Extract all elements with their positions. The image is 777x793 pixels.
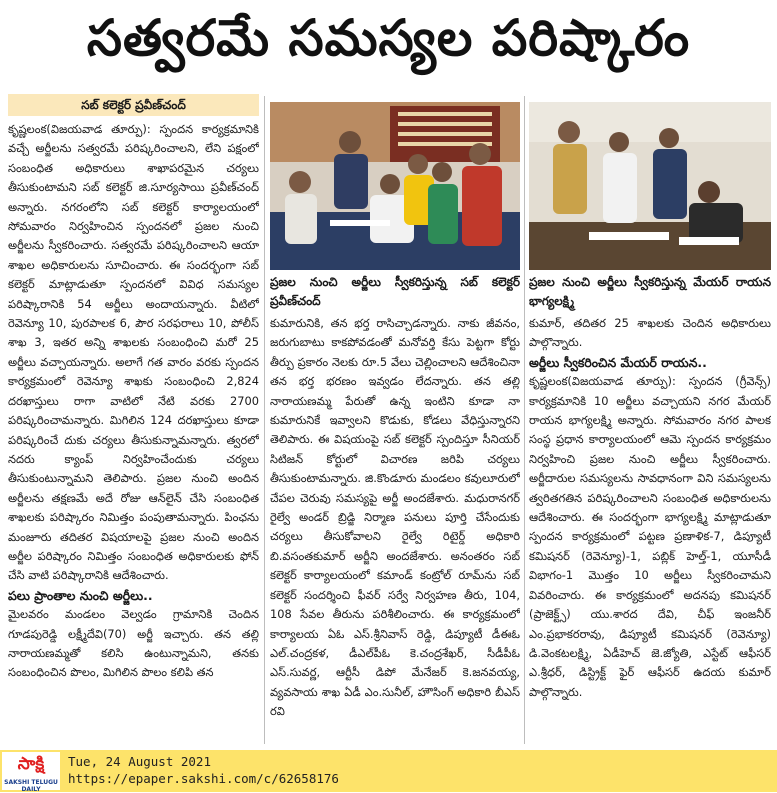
byline: సబ్ కలెక్టర్ ప్రవీణ్‌చంద్ <box>8 94 259 116</box>
subhead-petitions: పలు ప్రాంతాల నుంచి అర్జీలు.. <box>8 587 153 603</box>
footer-bar <box>0 750 777 792</box>
epaper-link[interactable]: https://epaper.sakshi.com/c/62658176 <box>68 771 339 786</box>
article-paragraph-1: కృష్ణలంక(విజయవాడ తూర్పు): స్పందన కార్యక్రమానికి వచ్చే అర్జీలను సత్వరమే పరిష్కరించాలని, లేని పక్షంలో సంబంధిత అధికారులు శాఖాపరమైన చర్యలు తీసుకుంటామని సబ్ కలెక్టర్ జి.సూర్యసాయి ప్రవీణ్‌చంద్ అన్నారు. నగరంలోని సబ్ కలెక్టర్ కార్యాలయంలో సోమవారం నిర్వహించిన స్పందనలో ప్రజల నుంచి అర్జీలను స్వీకరించారు. సత్వరమే పరిష్కరించాలని ఆయా శాఖల అధికారులను సూచించారు. ఈ సందర్భంగా సబ్ కలెక్టర్ మాట్లాడుతూ స్పందనలో వివిధ సమస్యల పరిష్కారానికి 54 అర్జీలు అందాయన్నారు. వీటిలో రెవెన్యూ 10, పురపాలక 6, పౌర సరఫరాలు 10, పోలీస్ శాఖ 3, ఇతర అన్ని శాఖలకు సంబంధించి మరో 25 అర్జీలు వచ్చాయన్నారు. అలాగే గత వారం వరకు స్పందన కార్యక్రమంలో రెవెన్యూ శాఖకు సంబంధించి 2,824 దరఖాస్తులు రాగా వాటిలో నేటి వరకు 2700 పరిష్కరించామన్నారు. మిగిలిన 124 దరఖాస్తులు కూడా పరిష్కరించే దుకు చర్యలు తీసుకున్నామన్నారు. త్వరలో నదరు క్యాంప్ నిర్వహించేందుకు చర్యలు తీసుకుంటున్నామని తెలిపారు. ప్రజల నుంచి అందిన అర్జీలను తక్షణమే అదే రోజు ఆన్‌లైన్ చేసి సంబంధిత శాఖలకు పరిష్కారం నిమిత్తం పంపుతామన్నారు. పింఛను మంజూరు తదితర విషయాలపై ప్రజల నుంచి అందిన అర్జీల పరిష్కారం నిమిత్తం సంబంధిత అధికారులకు ఫోన్ చేసి వాటి పరిష్కారానికి ఆదేశించారు. <box>8 122 259 583</box>
column-2 <box>270 102 520 745</box>
subhead-mayor: అర్జీలు స్వీకరించిన మేయర్ రాయన.. <box>529 354 707 370</box>
logo-text: సాక్షి <box>17 754 45 774</box>
photo-sub-collector-image <box>270 102 520 270</box>
column-1 <box>8 94 259 744</box>
photo-mayor <box>529 102 771 270</box>
photo-sub-collector <box>270 102 520 270</box>
sakshi-logo <box>2 752 60 793</box>
article-paragraph-4: కుమార్, తదితర 25 శాఖలకు చెందిన అధికారులు పాల్గొన్నారు. <box>529 316 771 350</box>
headline: సత్వరమే సమస్యల పరిష్కారం <box>86 8 691 67</box>
article-paragraph-5: కృష్ణలంక(విజయవాడ తూర్పు): స్పందన (గ్రీవెన్స్) కార్యక్రమానికి 10 అర్జీలు వచ్చాయని నగర మేయర్ రాయన భాగ్యలక్ష్మి అన్నారు. సోమవారం నగర పాలక సంస్థ ప్రధాన కార్యాలయంలో ఆమె స్పందన కార్యక్రమం నిర్వహించి ప్రజల నుంచి అర్జీలు స్వీకరించారు. అర్జీదారుల సమస్యలను సావధానంగా విని సమస్యలను త్వరితగతిన పరిష్కరించాలని సంబంధిత అధికారులను ఆదేశించారు. ఈ సందర్భంగా భాగ్యలక్ష్మి మాట్లాడుతూ స్పందన కార్యక్రమంలో పట్టణ ప్రణాళిక-7, డిప్యూటీ కమిషనర్ (రెవెన్యూ)-1, పబ్లిక్ హెల్త్-1, యూసీడీ విభాగం-1 మొత్తం 10 అర్జీలు స్వీకరించామని వివరించారు. ఈ కార్యక్రమంలో అదనపు కమిషనర్ (ప్రాజెక్ట్స్) యు.శారద దేవి, చీఫ్ ఇంజనీర్ ఎం.ప్రభాకరరావు, డిప్యూటీ కమిషనర్ (రెవెన్యూ) డి.వెంకటలక్ష్మి, ఏడీహెచ్ జె.జ్యోతి, ఎస్టేట్ ఆఫీసర్ ఎ.శ్రీధర్, డిస్ట్రిక్ట్ ఫైర్ ఆఫీసర్ ఉదయ కుమార్ పాల్గొన్నారు. <box>529 374 771 699</box>
column-divider <box>524 96 525 744</box>
photo-mayor-image <box>529 102 771 270</box>
column-divider <box>264 96 265 744</box>
column-3 <box>529 102 771 745</box>
edition-date: Tue, 24 August 2021 <box>68 754 211 769</box>
article-paragraph-3: కుమారునికి, తన భర్త రాసిచ్చాడన్నారు. నాకు జీవనం, జరుగుబాటు కాకపోవడంతో మనోవర్తి కేసు పెట్టగా కోర్టు తీర్పు ప్రకారం నెలకు రూ.5 వేలు చెల్లించాలని ఆదేశించినా తన భర్త భరణం ఇవ్వడం లేదన్నారు. తన తల్లి నారాయణమ్మ పేరుతో ఉన్న ఇంటిని కూడా నా కుమారునికే ఇవ్వాలని కొడుకు, కోడలు వేధిస్తున్నారని తెలిపారు. ఈ విషయంపై సబ్ కలెక్టర్ స్పందిస్తూ సీనియర్ సిటిజన్ కోర్టులో విచారణ జరిపి చర్యలు తీసుకుంటామన్నారు. జి.కొండూరు మండలం కవులూరులో చేపల చెరువు సమస్యపై అర్జీ అందజేశారు. మధురానగర్ రైల్వే అండర్ బ్రిడ్జి నిర్మాణ పనులు పూర్తి చేసేందుకు చర్యలు తీసుకోవాలని రైల్వే రిటైర్డ్ అధికారి బి.వసంతకుమార్ అర్జీని అందజేశారు. అనంతరం సబ్ కలెక్టర్ కార్యాలయంలో కమాండ్ కంట్రోల్ రూమ్‌ను సబ్ కలెక్టర్ సందర్శించి ఫీవర్ సర్వే నిర్వహణ తీరు, 104, 108 సేవల తీరును పరిశీలించారు. ఈ కార్యక్రమంలో కార్యాలయ ఏఓ ఎస్.శ్రీనివాస్ రెడ్డి, డిప్యూటీ డీఈఓ ఎల్.చంద్రకళ, డీఎల్‌పీఓ కె.చంద్రశేఖర్, సీడీపీఓ ఎస్.సువర్ణ, ఆర్టీసీ డిపో మేనేజర్ కె.జనవయ్య, వ్యవసాయ శాఖ ఏడీ ఎం.సునీల్, హౌసింగ్ అధికారి బీఎస్ రవి <box>270 316 520 719</box>
article-paragraph-2: మైలవరం మండలం వెల్వడం గ్రామానికి చెందిన గూడపురెడ్డి లక్ష్మీదేవి(70) అర్జీ ఇచ్చారు. తన తల్లి నారాయణమ్మతో కలిసి ఉంటున్నామని, తనకు సంబంధించిన పొలం, మిగిలిన పొలం కలిపి తన <box>8 607 259 680</box>
photo-caption-sub-collector: ప్రజల నుంచి అర్జీలు స్వీకరిస్తున్న సబ్ కలెక్టర్ ప్రవీణ్‌చంద్ <box>270 275 520 308</box>
photo-caption-mayor: ప్రజల నుంచి అర్జీలు స్వీకరిస్తున్న మేయర్ రాయన భాగ్యలక్ష్మి <box>529 275 771 308</box>
logo-subtitle: SAKSHI TELUGU DAILY <box>4 779 58 793</box>
